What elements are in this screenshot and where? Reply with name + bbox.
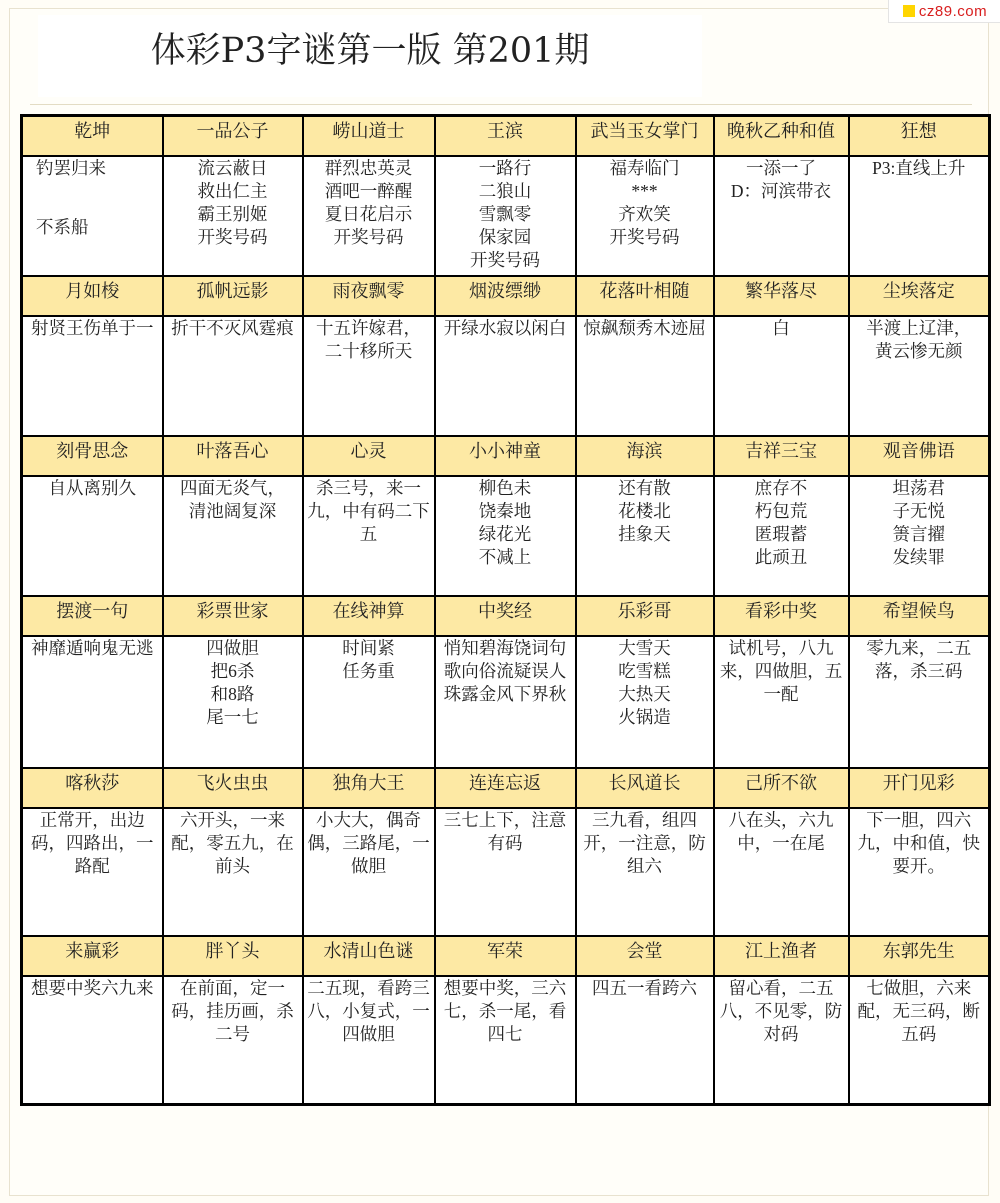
column-header: 叶落吾心 — [163, 436, 303, 476]
cell-line: 大热天 — [618, 684, 671, 704]
cell-line: 流云蔽日 — [197, 158, 268, 178]
riddle-cell — [849, 476, 990, 596]
cell-line: 正常开，出边码，四路出，一路配 — [31, 810, 154, 876]
column-header: 来赢彩 — [22, 936, 163, 976]
cell-line: 火锅造 — [618, 707, 671, 727]
riddle-cell — [22, 976, 163, 1105]
cell-line: 不减上 — [478, 547, 532, 567]
cell-line: 任务重 — [342, 661, 395, 681]
cell-line: 想要中奖，三六七，杀一尾，看四七 — [443, 978, 567, 1044]
cell-line: 杀三号，来一九，中有码二下五 — [307, 478, 430, 544]
column-header: 中奖经 — [435, 596, 576, 636]
cell-line: 半渡上辽津， — [866, 318, 972, 338]
cell-line: 开奖号码 — [609, 227, 680, 247]
cell-line: 群烈忠英灵 — [324, 158, 413, 178]
column-header: 孤帆远影 — [163, 276, 303, 316]
cell-line: 保家园 — [478, 227, 532, 247]
column-header: 军荣 — [435, 936, 576, 976]
column-header: 刻骨思念 — [22, 436, 163, 476]
cell-line: 尾一七 — [206, 707, 259, 727]
riddle-cell — [163, 976, 303, 1105]
column-header: 武当玉女掌门 — [576, 116, 714, 157]
cell-line: 饶秦地 — [478, 501, 532, 521]
cell-line: 救出仁主 — [197, 181, 268, 201]
content-row — [22, 976, 990, 1105]
riddle-cell — [714, 636, 849, 768]
cell-line: 时间紧 — [342, 638, 395, 658]
riddle-cell — [22, 316, 163, 436]
column-header: 观音佛语 — [849, 436, 990, 476]
column-header: 开门见彩 — [849, 768, 990, 808]
cell-line: 悄知碧海饶词句 — [443, 638, 567, 658]
column-header: 月如梭 — [22, 276, 163, 316]
column-header: 水清山色谜 — [303, 936, 435, 976]
cell-line: 七做胆，六来配，无三码，断五码 — [857, 978, 980, 1044]
column-header: 海滨 — [576, 436, 714, 476]
riddle-cell — [303, 476, 435, 596]
header-row — [22, 276, 990, 316]
column-header: 晚秋乙种和值 — [714, 116, 849, 157]
column-header: 吉祥三宝 — [714, 436, 849, 476]
cell-line: 匿瑕蓄 — [754, 524, 808, 544]
column-header: 小小神童 — [435, 436, 576, 476]
cell-line: 挂象天 — [618, 524, 671, 544]
column-header: 独角大王 — [303, 768, 435, 808]
cell-line: 花楼北 — [618, 501, 671, 521]
riddle-cell — [22, 156, 163, 276]
cell-line: 清池阔复深 — [188, 501, 277, 521]
riddle-cell — [576, 476, 714, 596]
cell-line: 白 — [772, 318, 790, 338]
riddle-cell — [714, 808, 849, 936]
riddle-cell — [576, 808, 714, 936]
cell-line: 酒吧一醉醒 — [324, 181, 413, 201]
cell-line: 不系船 — [36, 217, 89, 237]
header-row — [22, 768, 990, 808]
column-header: 乐彩哥 — [576, 596, 714, 636]
riddle-cell — [849, 156, 990, 276]
column-header: 花落叶相随 — [576, 276, 714, 316]
cell-line: 二狼山 — [478, 181, 532, 201]
cell-line: 试机号，八九来，四做胆，五一配 — [719, 638, 843, 704]
cell-line: 此顽丑 — [754, 547, 808, 567]
cell-line: 坦荡君 — [892, 478, 945, 498]
riddle-table — [20, 114, 991, 1106]
cell-line: 和8路 — [210, 684, 255, 704]
riddle-cell — [576, 316, 714, 436]
riddle-cell — [435, 156, 576, 276]
riddle-cell — [849, 976, 990, 1105]
column-header: 希望候鸟 — [849, 596, 990, 636]
column-header: 一品公子 — [163, 116, 303, 157]
title-divider — [30, 104, 972, 105]
header-row — [22, 596, 990, 636]
cell-line: 留心看，二五八，不见零，防对码 — [719, 978, 843, 1044]
column-header: 烟波缥缈 — [435, 276, 576, 316]
cell-line: 吃雪糕 — [618, 661, 671, 681]
column-header: 雨夜飘零 — [303, 276, 435, 316]
cell-line: 福寿临门 — [609, 158, 680, 178]
riddle-cell — [163, 476, 303, 596]
cell-line: 折干不灭风霆痕 — [171, 318, 294, 338]
column-header: 飞火虫虫 — [163, 768, 303, 808]
cell-line: 四五一看跨六 — [592, 978, 697, 998]
cell-line: 还有散 — [618, 478, 671, 498]
cell-line: 一路行 — [478, 158, 532, 178]
column-header: 东郭先生 — [849, 936, 990, 976]
riddle-cell — [163, 636, 303, 768]
cell-line: 十五许嫁君， — [316, 318, 421, 338]
cell-line: 开绿水寂以闲白 — [443, 318, 567, 338]
cell-line: 黄云惨无颜 — [875, 341, 963, 361]
header-row — [22, 116, 990, 157]
column-header: 连连忘返 — [435, 768, 576, 808]
riddle-cell — [22, 476, 163, 596]
content-row — [22, 476, 990, 596]
cell-line: 三七上下，注意有码 — [443, 810, 567, 853]
column-header: 在线神算 — [303, 596, 435, 636]
cell-line: 雪飘零 — [478, 204, 532, 224]
cell-line: 发续罪 — [892, 547, 945, 567]
cell-line: 朽包荒 — [754, 501, 808, 521]
cell-line: 神靡遁响鬼无逃 — [31, 638, 154, 658]
column-header: 心灵 — [303, 436, 435, 476]
cell-line: 小大大，偶奇偶，三路尾，一做胆 — [307, 810, 430, 876]
title-banner — [38, 15, 702, 97]
cell-line: D：河滨带衣 — [730, 181, 832, 201]
riddle-cell — [303, 316, 435, 436]
cell-line: 零九来，二五落，杀三码 — [866, 638, 972, 681]
cell-line: 八在头，六九中，一在尾 — [728, 810, 834, 853]
content-row — [22, 156, 990, 276]
cell-line: 庶存不 — [754, 478, 808, 498]
cell-line: 把6杀 — [210, 661, 255, 681]
riddle-cell — [435, 808, 576, 936]
riddle-cell — [163, 808, 303, 936]
riddle-cell — [303, 636, 435, 768]
cell-line: 珠露金风下界秋 — [443, 684, 567, 704]
riddle-cell — [435, 636, 576, 768]
column-header: 乾坤 — [22, 116, 163, 157]
cell-line: P3:直线上升 — [872, 158, 966, 178]
cell-line: 在前面，定一码，挂历画，杀二号 — [171, 978, 294, 1044]
cell-line: 绿花光 — [478, 524, 532, 544]
column-header: 繁华落尽 — [714, 276, 849, 316]
cell-line: 下一胆，四六九，中和值，快要开。 — [857, 810, 980, 876]
column-header: 摆渡一句 — [22, 596, 163, 636]
cell-line: 四面无炎气， — [180, 478, 285, 498]
cell-line: 想要中奖六九来 — [31, 978, 154, 998]
column-header: 会堂 — [576, 936, 714, 976]
column-header: 看彩中奖 — [714, 596, 849, 636]
riddle-cell — [849, 316, 990, 436]
content-row — [22, 316, 990, 436]
column-header: 己所不欲 — [714, 768, 849, 808]
riddle-cell — [714, 476, 849, 596]
cell-line: 钓罢归来 — [36, 158, 106, 178]
cell-line: 柳色未 — [478, 478, 532, 498]
cell-line: 夏日花启示 — [324, 204, 413, 224]
riddle-cell — [576, 636, 714, 768]
cell-line: 二五现，看跨三八，小复式，一四做胆 — [307, 978, 430, 1044]
cell-line: 歌向俗流疑误人 — [443, 661, 567, 681]
riddle-cell — [849, 808, 990, 936]
cell-line: 六开头，一来配，零五九，在前头 — [171, 810, 294, 876]
content-row — [22, 636, 990, 768]
column-header: 长风道长 — [576, 768, 714, 808]
cell-line: 射贤王伤单于一 — [31, 318, 154, 338]
cell-line: 大雪天 — [618, 638, 671, 658]
cell-line: *** — [631, 181, 658, 201]
riddle-cell — [849, 636, 990, 768]
riddle-cell — [714, 976, 849, 1105]
cell-line: 四做胆 — [206, 638, 259, 658]
riddle-cell — [576, 156, 714, 276]
riddle-cell — [303, 976, 435, 1105]
riddle-cell — [714, 316, 849, 436]
logo-square-icon — [903, 5, 915, 17]
riddle-cell — [576, 976, 714, 1105]
page-title: 体彩P3字谜第一版 第201期 — [150, 31, 590, 71]
cell-line: 箦言擢 — [892, 524, 945, 544]
column-header: 胖丫头 — [163, 936, 303, 976]
riddle-cell — [435, 976, 576, 1105]
riddle-cell — [163, 316, 303, 436]
column-header: 王滨 — [435, 116, 576, 157]
column-header: 江上渔者 — [714, 936, 849, 976]
cell-line: 二十移所天 — [324, 341, 413, 361]
riddle-cell — [22, 636, 163, 768]
cell-line: 开奖号码 — [197, 227, 268, 247]
cell-line: 自从离别久 — [48, 478, 136, 498]
column-header: 尘埃落定 — [849, 276, 990, 316]
riddle-cell — [435, 476, 576, 596]
column-header: 狂想 — [849, 116, 990, 157]
cell-line: 惊飙颓秀木迹屈 — [583, 318, 706, 338]
cell-line: 子无悦 — [892, 501, 945, 521]
column-header: 彩票世家 — [163, 596, 303, 636]
riddle-cell — [22, 808, 163, 936]
cell-line: 三九看，组四开，一注意，防组六 — [583, 810, 706, 876]
column-header: 崂山道士 — [303, 116, 435, 157]
cell-line: 开奖号码 — [470, 250, 540, 270]
riddle-cell — [435, 316, 576, 436]
cell-line: 霸王别姬 — [197, 204, 268, 224]
header-row — [22, 936, 990, 976]
cell-line: 齐欢笑 — [618, 204, 671, 224]
riddle-cell — [163, 156, 303, 276]
content-row — [22, 808, 990, 936]
cell-line: 开奖号码 — [333, 227, 404, 247]
riddle-cell — [303, 808, 435, 936]
logo-text: cz89.com — [918, 2, 988, 20]
column-header: 喀秋莎 — [22, 768, 163, 808]
cell-spacer — [36, 180, 159, 216]
header-row — [22, 436, 990, 476]
riddle-cell — [303, 156, 435, 276]
riddle-cell — [714, 156, 849, 276]
site-logo[interactable] — [888, 0, 1000, 23]
cell-line: 一添一了 — [746, 158, 816, 178]
